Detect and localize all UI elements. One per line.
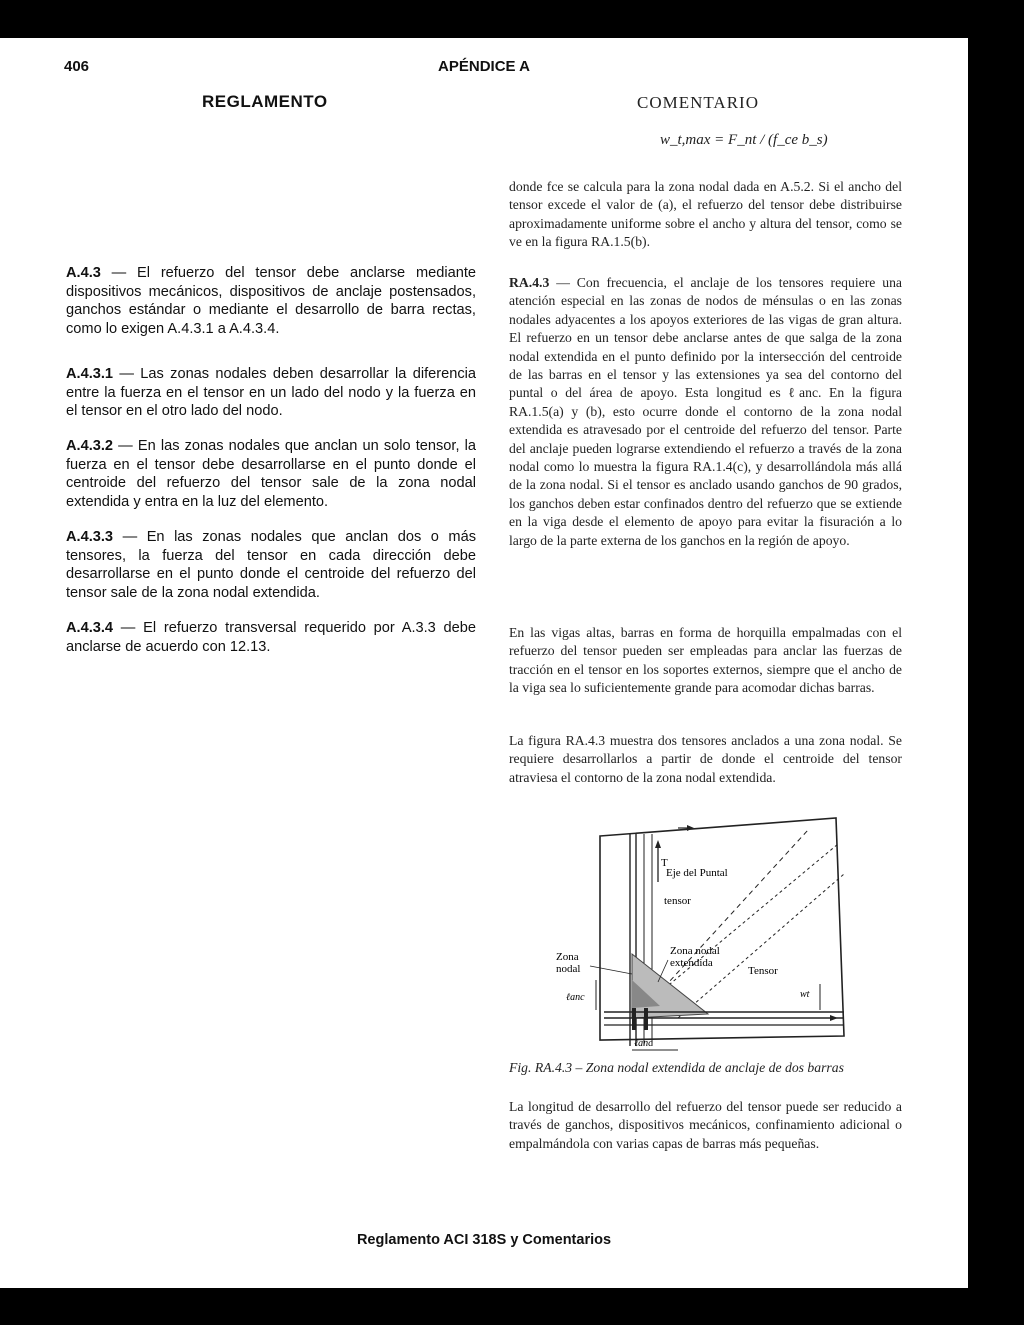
label-nodal-zone-line1: Zona xyxy=(556,951,579,963)
reglamento-heading: REGLAMENTO xyxy=(202,92,328,111)
label-wt: wt xyxy=(800,989,810,1000)
arrow-head xyxy=(655,840,661,848)
label-extended-zone-line1: Zona nodal xyxy=(670,945,720,957)
label-nodal-zone-line2: nodal xyxy=(556,963,581,975)
section-text: — El refuerzo transversal requerido por A.3.3 debe anclarse de acuerdo con 12.13. xyxy=(66,620,476,655)
label-t: T xyxy=(661,857,668,869)
arrow-head xyxy=(830,1015,838,1021)
label-extended-zone-line2: extendida xyxy=(670,957,713,969)
section-id: A.4.3.3 xyxy=(66,529,114,545)
document-page xyxy=(0,38,968,1288)
comentario-heading: COMENTARIO xyxy=(637,93,759,112)
appendix-title: APÉNDICE A xyxy=(438,58,530,75)
section-id: A.4.3 xyxy=(66,265,101,281)
page-footer: Reglamento ACI 318S y Comentarios xyxy=(356,1232,612,1248)
commentary-paragraph-2: En las vigas altas, barras en forma de horquilla empalmadas con el refuerzo del tensor pueden ser empleadas para anclar las fuerzas de tracción en el tensor en los soportes externos, siempre que el ancho de la viga sea lo suficientemente grande para acomodar dichas barras. xyxy=(509,625,902,696)
section-a-4-3-1 xyxy=(66,365,476,421)
formula-wt-max xyxy=(660,132,828,149)
section-text: — Las zonas nodales deben desarrollar la diferencia entre la fuerza en el tensor en un lado del nodo y la fuerza en el tensor en el otro lado del nodo. xyxy=(66,366,476,419)
section-a-4-3 xyxy=(66,264,476,338)
label-lanc-vertical: ℓanc xyxy=(566,992,585,1003)
section-id: A.4.3.4 xyxy=(66,620,114,636)
figure-ra-4-3 xyxy=(548,804,858,1054)
arrow-head xyxy=(687,825,694,831)
leader-line xyxy=(590,966,632,974)
commentary-intro: donde fce se calcula para la zona nodal dada en A.5.2. Si el ancho del tensor excede el valor de (a), el refuerzo del tensor debe distribuirse aproximadamente uniforme sobre el ancho y altura del tensor, como se ve en la figura RA.1.5(b). xyxy=(509,179,902,250)
section-text: — En las zonas nodales que anclan dos o más tensores, la fuerza del tensor en cada dirección debe desarrollarse en el punto donde el centroide del refuerzo del tensor sale de la zona nodal extendida. xyxy=(66,529,476,601)
anchor-plate xyxy=(632,1008,636,1030)
commentary-text: — Con frecuencia, el anclaje de los tensores requiere una atención especial en las zonas de nodos de ménsulas o en las zonas nodales adyacentes a los apoyos exteriores de las vigas de gran altura. El refuerzo en un tensor debe anclarse antes de que salga de la zona nodal extendida en el punto definido por la intersección del centroide de las barras en el tensor y las extensiones ya sea del contorno del puntal o del área de apoyo. Esta longitud es ℓanc. En la figura RA.1.5(a) y (b), esto ocurre donde el contorno de la zona nodal extendida es atravesado por el centroide del refuerzo del tensor. Parte del anclaje pueden lograrse extendiendo el refuerzo a través de la zona nodal como lo muestra la figura RA.1.4(c), y desarrollándola más allá de la zona nodal. Si el tensor es anclado usando ganchos de 90 grados, los ganchos deben estar confinados dentro del refuerzo que se extiende en la viga desde el elemento de apoyo para evitar la fisuración a lo largo de la parte externa de los ganchos en la región de apoyo. xyxy=(509,275,902,548)
commentary-id: RA.4.3 xyxy=(509,275,550,290)
commentary-paragraph-4: La longitud de desarrollo del refuerzo del tensor puede ser reducido a través de ganchos, dispositivos mecánicos, confinamiento adicional o empalmándola con varias capas de barras más pequeñas. xyxy=(509,1099,902,1151)
label-tensor: tensor xyxy=(664,895,691,907)
label-tensor-right: Tensor xyxy=(748,965,778,977)
commentary-ra-4-3 xyxy=(509,274,902,550)
section-id: A.4.3.1 xyxy=(66,366,114,382)
section-a-4-3-2 xyxy=(66,437,476,511)
section-id: A.4.3.2 xyxy=(66,438,114,454)
anchor-plate xyxy=(644,1008,648,1030)
label-strut-axis: Eje del Puntal xyxy=(666,867,728,879)
formula-text: w_t,max = F_nt / (f_ce b_s) xyxy=(660,132,828,148)
strut-axis-line xyxy=(658,830,808,994)
section-a-4-3-3 xyxy=(66,528,476,602)
section-text: — En las zonas nodales que anclan un solo tensor, la fuerza en el tensor debe desarrollarse en el punto donde el centroide del refuerzo del tensor sale de la zona nodal extendida y entra en la luz del elemento. xyxy=(66,438,476,510)
label-lanc-horizontal: ℓanc xyxy=(634,1038,653,1049)
section-text: — El refuerzo del tensor debe anclarse mediante dispositivos mecánicos, dispositivos de anclaje postensados, ganchos estándar o mediante el desarrollo de barra rectas, como lo exigen A.4.3.1 a A.4.3.4. xyxy=(66,265,476,337)
figure-caption: Fig. RA.4.3 – Zona nodal extendida de anclaje de dos barras xyxy=(509,1060,844,1075)
section-a-4-3-4 xyxy=(66,619,476,656)
page-number: 406 xyxy=(64,58,90,75)
commentary-paragraph-3: La figura RA.4.3 muestra dos tensores anclados a una zona nodal. Se requiere desarrollarlos a partir de donde el centroide del tensor atraviesa el contorno de la zona nodal extendida. xyxy=(509,733,902,785)
